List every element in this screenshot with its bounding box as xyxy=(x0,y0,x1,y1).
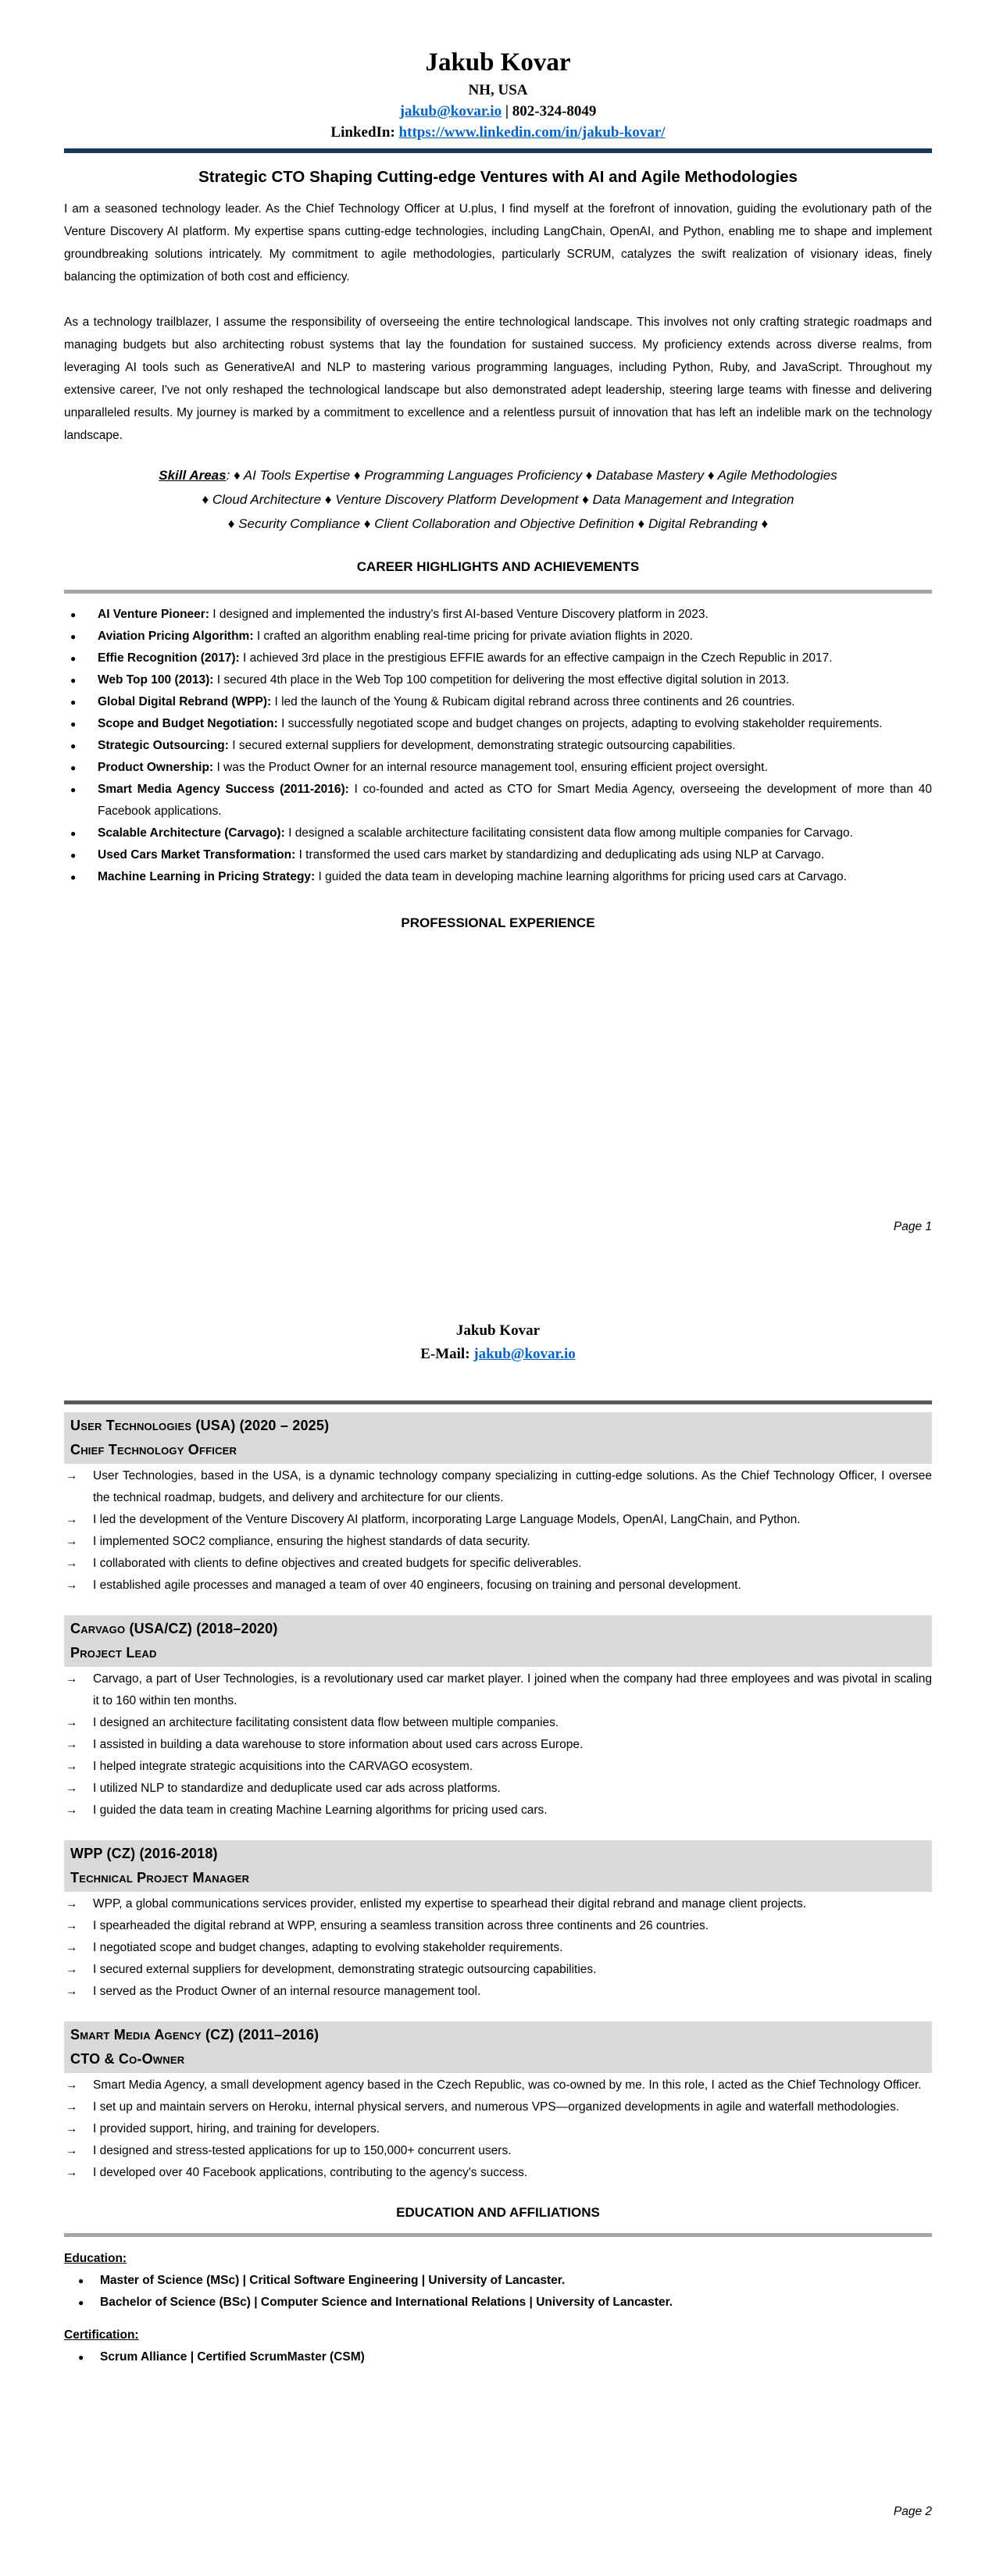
resume-header xyxy=(64,0,932,143)
skill-areas-line xyxy=(64,487,932,512)
skill-areas-line xyxy=(64,512,932,536)
contact-separator: | xyxy=(502,103,512,120)
experience-bullet: → I spearheaded the digital rebrand at WPP, ensuring a seamless transition across three continents and 26 countries. xyxy=(64,1915,932,1937)
highlight-text: I designed a scalable architecture facilitating consistent data flow among multiple companies for Carvago. xyxy=(288,826,853,840)
highlight-label: Effie Recognition (2017): xyxy=(98,651,240,665)
page-number-1: Page 1 xyxy=(893,1220,932,1233)
career-highlight-item xyxy=(64,691,932,713)
experience-bullet: → I established agile processes and managed a team of over 40 engineers, focusing on training and personal development. xyxy=(64,1575,932,1597)
career-highlight-item xyxy=(64,626,932,648)
role-line: Project Lead xyxy=(70,1645,157,1661)
experience-bullet: → Carvago, a part of User Technologies, is a revolutionary used car market player. I joined when the company had three employees and was pivotal in scaling it to 160 within ten months. xyxy=(64,1668,932,1712)
experience-section-header-carvago xyxy=(64,1615,932,1667)
experience-bullet: → I provided support, hiring, and training for developers. xyxy=(64,2118,932,2140)
experience-bullet: → I helped integrate strategic acquisitions into the CARVAGO ecosystem. xyxy=(64,1756,932,1778)
career-highlights-heading: CAREER HIGHLIGHTS AND ACHIEVEMENTS xyxy=(356,559,640,574)
skill-areas-label: Skill Areas xyxy=(159,468,227,483)
email-link[interactable]: jakub@kovar.io xyxy=(399,103,502,120)
linkedin-link[interactable]: https://www.linkedin.com/in/jakub-kovar/ xyxy=(398,124,666,141)
role-line: Technical Project Manager xyxy=(70,1870,250,1886)
highlight-label: Machine Learning in Pricing Strategy: xyxy=(98,870,316,883)
experience-bullet: → I designed an architecture facilitating consistent data flow between multiple companies. xyxy=(64,1712,932,1734)
highlight-label: Smart Media Agency Success (2011-2016): xyxy=(98,783,349,796)
experience-bullet: → I served as the Product Owner of an internal resource management tool. xyxy=(64,1981,932,2003)
highlight-text: I was the Product Owner for an internal resource management tool, ensuring efficient project oversight. xyxy=(216,761,768,774)
highlight-text: I achieved 3rd place in the prestigious EFFIE awards for an effective campaign in the Czech Republic in 2017. xyxy=(243,651,833,665)
highlight-text: I secured external suppliers for development, demonstrating strategic outsourcing capabilities. xyxy=(232,739,736,752)
role-line: CTO & Co-Owner xyxy=(70,2051,185,2067)
experience-bullet: → Smart Media Agency, a small development agency based in the Czech Republic, was co-owned by me. In this role, I acted as the Chief Technology Officer. xyxy=(64,2075,932,2096)
education-item: ● Master of Science (MSc) | Critical Software Engineering | University of Lancaster. xyxy=(64,2270,932,2292)
experience-bullet: → I collaborated with clients to define objectives and created budgets for specific deliverables. xyxy=(64,1553,932,1575)
page2-header xyxy=(64,1288,932,1366)
highlight-text: I secured 4th place in the Web Top 100 competition for delivering the most effective digital solution in 2013. xyxy=(216,673,790,687)
resume-page-2 xyxy=(0,1288,996,2576)
highlight-label: Scope and Budget Negotiation: xyxy=(98,717,278,730)
highlight-label: Global Digital Rebrand (WPP): xyxy=(98,695,272,708)
linkedin-label: LinkedIn: xyxy=(330,124,399,141)
skill-areas-text: : ♦ AI Tools Expertise ♦ Programming Languages Proficiency ♦ Database Mastery ♦ Agile Methodologies xyxy=(226,468,837,483)
header-divider xyxy=(64,148,932,153)
career-highlights-list xyxy=(64,604,932,888)
highlight-label: Used Cars Market Transformation: xyxy=(98,848,296,862)
experience-bullet: → I secured external suppliers for development, demonstrating strategic outsourcing capabilities. xyxy=(64,1959,932,1981)
career-highlight-item xyxy=(64,735,932,757)
company-line: User Technologies (USA) (2020 – 2025) xyxy=(70,1418,330,1433)
company-line: Carvago (USA/CZ) (2018–2020) xyxy=(70,1621,278,1636)
education-heading: EDUCATION AND AFFILIATIONS xyxy=(396,2205,600,2220)
experience-bullet: → I utilized NLP to standardize and deduplicate used car ads across platforms. xyxy=(64,1778,932,1800)
role-line: Chief Technology Officer xyxy=(70,1442,237,1457)
experience-bullet: → I developed over 40 Facebook applications, contributing to the agency's success. xyxy=(64,2162,932,2184)
highlight-text: I crafted an algorithm enabling real-time pricing for private aviation flights in 2020. xyxy=(256,630,694,643)
experience-bullet: → User Technologies, based in the USA, is a dynamic technology company specializing in cutting-edge solutions. As the Chief Technology Officer, I oversee the technical roadmap, budgets, and delivery and architecture for our clients. xyxy=(64,1465,932,1509)
highlight-label: AI Venture Pioneer: xyxy=(98,608,209,621)
career-highlight-item xyxy=(64,669,932,691)
highlight-text: I successfully negotiated scope and budget changes on projects, adapting to evolving stakeholder requirements. xyxy=(281,717,883,730)
career-highlight-item xyxy=(64,757,932,779)
highlight-label: Scalable Architecture (Carvago): xyxy=(98,826,285,840)
page2-email-line xyxy=(64,1343,932,1366)
education-label: Education: xyxy=(64,2252,127,2265)
career-highlight-item xyxy=(64,822,932,844)
summary-paragraph-2: As a technology trailblazer, I assume the responsibility of overseeing the entire technological landscape. This involves not only crafting strategic roadmaps and managing budgets but also architecting robust systems that lay the foundation for sustained success. My proficiency extends across diverse realms, from leveraging AI tools such as GenerativeAI and NLP to mastering various programming languages, including Python, Ruby, and JavaScript. Throughout my extensive career, I've not only reshaped the technological landscape but also demonstrated adept leadership, steering large teams with finesse and delivering unparalleled results. My journey is marked by a commitment to excellence and a relentless pursuit of innovation that has left an indelible mark on the technology landscape. xyxy=(64,316,932,442)
experience-bullet: → I implemented SOC2 compliance, ensuring the highest standards of data security. xyxy=(64,1531,932,1553)
highlight-label: Aviation Pricing Algorithm: xyxy=(98,630,254,643)
summary-paragraph-1: I am a seasoned technology leader. As the Chief Technology Officer at U.plus, I find myself at the forefront of innovation, guiding the evolutionary path of the Venture Discovery AI platform. My expertise spans cutting-edge technologies, including LangChain, OpenAI, and Python, enabling me to shape and implement groundbreaking solutions intricately. My commitment to agile methodologies, particularly SCRUM, catalyzes the swift realization of visionary ideas, finely balancing the optimization of both cost and efficiency. xyxy=(64,202,932,284)
company-line: WPP (CZ) (2016-2018) xyxy=(70,1846,218,1861)
experience-bullets-user-technologies xyxy=(64,1465,932,1597)
career-highlight-item xyxy=(64,779,932,822)
skill-areas-line xyxy=(64,463,932,487)
career-highlight-item xyxy=(64,713,932,735)
education-item: ● Bachelor of Science (BSc) | Computer Science and International Relations | University of Lancaster. xyxy=(64,2292,932,2314)
experience-bullet: → I assisted in building a data warehouse to store information about used cars across Europe. xyxy=(64,1734,932,1756)
career-highlights-divider xyxy=(64,590,932,594)
career-highlight-item xyxy=(64,604,932,626)
experience-bullet: → I guided the data team in creating Machine Learning algorithms for pricing used cars. xyxy=(64,1800,932,1821)
experience-bullet: → I led the development of the Venture Discovery AI platform, incorporating Large Language Models, OpenAI, LangChain, and Python. xyxy=(64,1509,932,1531)
candidate-name: Jakub Kovar xyxy=(425,48,571,77)
company-line: Smart Media Agency (CZ) (2011–2016) xyxy=(70,2027,320,2043)
certification-list xyxy=(64,2346,932,2368)
experience-section-header-smart-media-agency xyxy=(64,2021,932,2073)
highlight-text: I led the launch of the Young & Rubicam digital rebrand across three continents and 26 countries. xyxy=(274,695,795,708)
linkedin-line xyxy=(64,122,932,143)
candidate-location: NH, USA xyxy=(468,82,528,98)
experience-bullet: → I designed and stress-tested applications for up to 150,000+ concurrent users. xyxy=(64,2140,932,2162)
highlight-text: I transformed the used cars market by standardizing and deduplicating ads using NLP at Carvago. xyxy=(298,848,825,862)
experience-bullets-wpp xyxy=(64,1893,932,2003)
experience-bullets-carvago xyxy=(64,1668,932,1821)
highlight-text: I co-founded and acted as CTO for Smart Media Agency, overseeing the development of more than 40 Facebook applications. xyxy=(98,783,933,818)
highlight-text: I designed and implemented the industry's first AI-based Venture Discovery platform in 2023. xyxy=(212,608,709,621)
certification-item: ● Scrum Alliance | Certified ScrumMaster (CSM) xyxy=(64,2346,932,2368)
resume-headline: Strategic CTO Shaping Cutting-edge Ventures with AI and Agile Methodologies xyxy=(198,168,798,186)
experience-bullets-smart-media-agency xyxy=(64,2075,932,2184)
professional-experience-heading: PROFESSIONAL EXPERIENCE xyxy=(401,915,595,930)
career-highlight-item xyxy=(64,844,932,866)
highlight-label: Product Ownership: xyxy=(98,761,214,774)
page-number-2: Page 2 xyxy=(893,2505,932,2518)
certification-label: Certification: xyxy=(64,2328,139,2342)
skill-areas xyxy=(64,463,932,536)
skill-areas-text: ♦ Security Compliance ♦ Client Collaboration and Objective Definition ♦ Digital Rebranding ♦ xyxy=(227,516,769,531)
page2-top-divider xyxy=(64,1400,932,1404)
experience-section-header-user-technologies xyxy=(64,1412,932,1464)
career-highlight-item xyxy=(64,866,932,888)
page2-candidate-name: Jakub Kovar xyxy=(455,1322,541,1339)
phone-number: 802-324-8049 xyxy=(512,103,597,120)
email-label: E-Mail: xyxy=(420,1346,474,1362)
experience-bullet: → WPP, a global communications services provider, enlisted my expertise to spearhead their digital rebrand and manage client projects. xyxy=(64,1893,932,1915)
experience-bullet: → I negotiated scope and budget changes, adapting to evolving stakeholder requirements. xyxy=(64,1937,932,1959)
career-highlight-item xyxy=(64,648,932,669)
education-list xyxy=(64,2270,932,2314)
highlight-text: I guided the data team in developing machine learning algorithms for pricing used cars at Carvago. xyxy=(318,870,847,883)
highlight-label: Strategic Outsourcing: xyxy=(98,739,229,752)
contact-line xyxy=(64,101,932,122)
skill-areas-text: ♦ Cloud Architecture ♦ Venture Discovery Platform Development ♦ Data Management and Integration xyxy=(202,492,794,507)
page2-email-link[interactable]: jakub@kovar.io xyxy=(473,1346,576,1362)
experience-bullet: → I set up and maintain servers on Heroku, internal physical servers, and numerous VPS—organized developments in agile and waterfall methodologies. xyxy=(64,2096,932,2118)
highlight-label: Web Top 100 (2013): xyxy=(98,673,214,687)
experience-section-header-wpp xyxy=(64,1840,932,1892)
education-divider xyxy=(64,2233,932,2237)
